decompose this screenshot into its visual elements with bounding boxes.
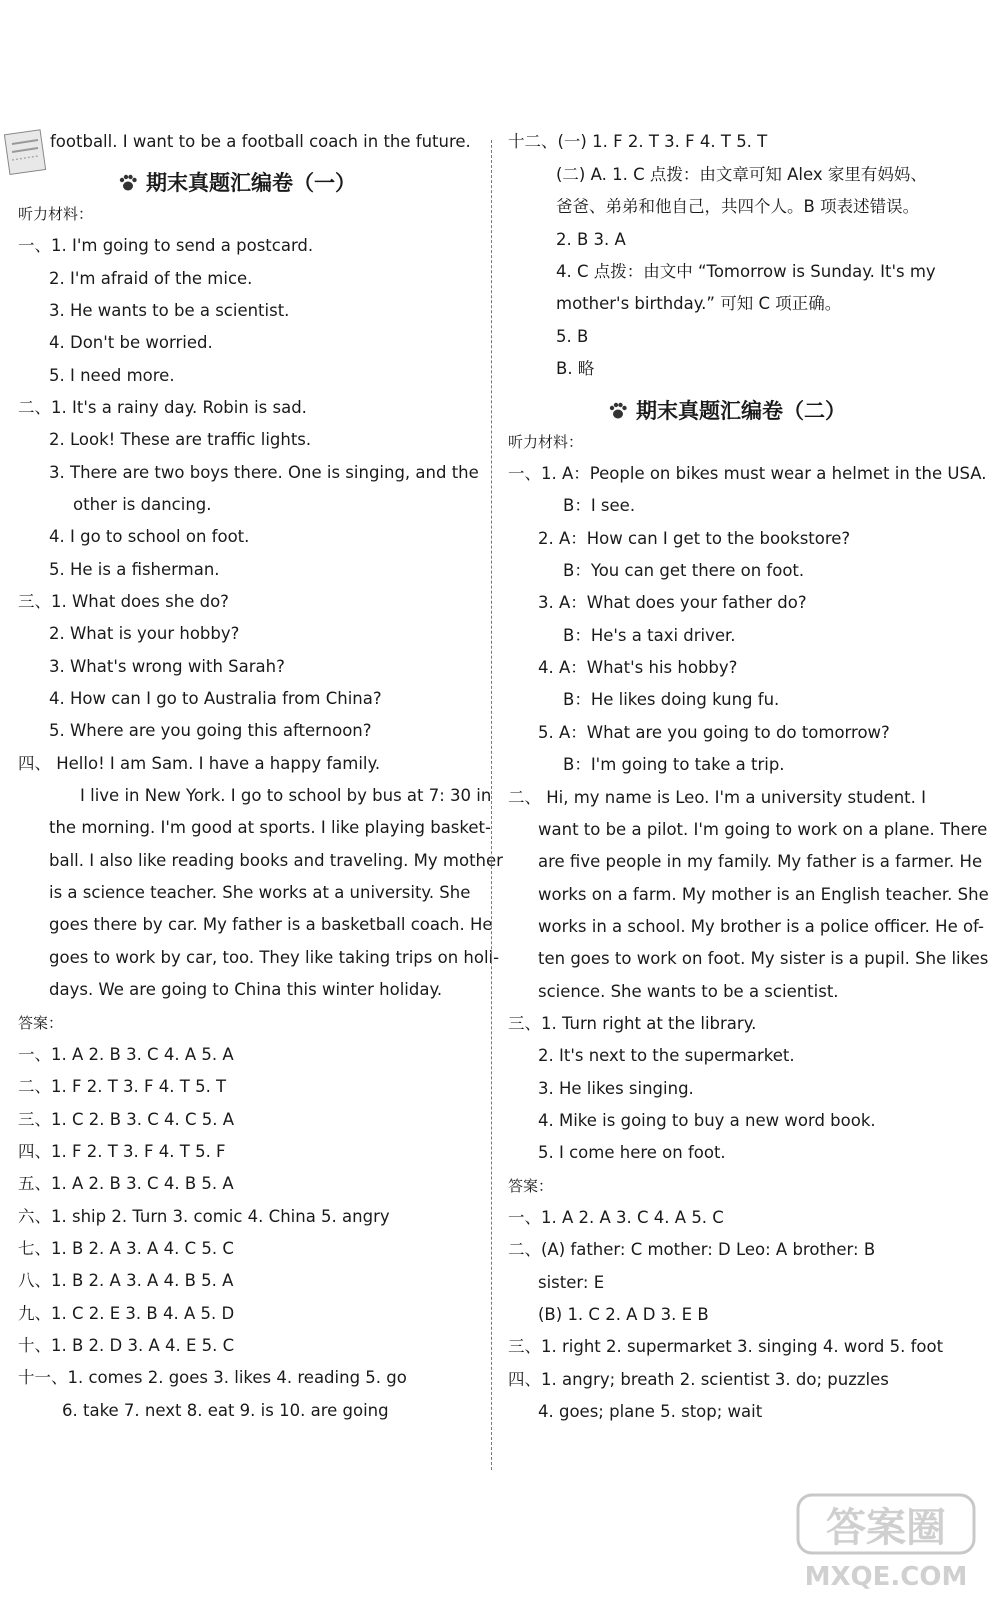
list-item: 3. There are two boys there. One is singing, and the [49, 463, 479, 482]
list-item: 4. I go to school on foot. [49, 527, 250, 546]
list-item: 4. Don't be worried. [49, 333, 213, 352]
list-item: 2. What is your hobby? [49, 624, 240, 643]
list-item: 2. A：How can I get to the bookstore? [538, 529, 851, 548]
listening-label-2: 听力材料： [508, 433, 584, 451]
answer-row: 二、1. F 2. T 3. F 4. T 5. T [18, 1077, 227, 1096]
answer-row: 一、1. A 2. B 3. C 4. A 5. A [18, 1045, 234, 1064]
list-item: goes there by car. My father is a basketball coach. He [49, 915, 493, 934]
list-item: 3. He wants to be a scientist. [49, 301, 290, 320]
list-item: 三、1. What does she do? [18, 592, 229, 611]
watermark-small: MXQE.COM [804, 1562, 968, 1592]
answer-row: 6. take 7. next 8. eat 9. is 10. are going [62, 1401, 389, 1420]
list-item: 2. Look! These are traffic lights. [49, 430, 312, 449]
answer-row: (B) 1. C 2. A D 3. E B [538, 1305, 709, 1324]
list-item: 5. Where are you going this afternoon? [49, 721, 372, 740]
list-item: are five people in my family. My father is a farmer. He [538, 852, 983, 871]
stamp-icon [4, 128, 48, 180]
answer-row: 4. goes; plane 5. stop; wait [538, 1402, 763, 1421]
list-item: 一、1. I'm going to send a postcard. [18, 236, 314, 255]
list-item: 4. C 点拨：由文中 “Tomorrow is Sunday. It's my [556, 262, 936, 281]
list-item: 3. He likes singing. [538, 1079, 694, 1098]
list-item: 5. I need more. [49, 366, 175, 385]
list-item: want to be a pilot. I'm going to work on a plane. There [538, 820, 988, 839]
answer-row: 七、1. B 2. A 3. A 4. C 5. C [18, 1239, 234, 1258]
list-item: 5. He is a fisherman. [49, 560, 220, 579]
answer-row: 一、1. A 2. A 3. C 4. A 5. C [508, 1208, 724, 1227]
list-item: works in a school. My brother is a police officer. He of- [538, 917, 984, 936]
list-item: 4. Mike is going to buy a new word book. [538, 1111, 876, 1130]
list-item: 2. B 3. A [556, 230, 626, 249]
watermark-logo [790, 1485, 980, 1595]
list-item: 2. I'm afraid of the mice. [49, 269, 253, 288]
list-item: B：I see. [563, 496, 636, 515]
list-item: days. We are going to China this winter holiday. [49, 980, 443, 999]
list-item: 爸爸、弟弟和他自己，共四个人。B 项表述错误。 [556, 197, 920, 216]
answer-row: 三、1. right 2. supermarket 3. singing 4. word 5. foot [508, 1337, 944, 1356]
list-item: mother's birthday.” 可知 C 项正确。 [556, 294, 842, 313]
answer-row: 四、1. F 2. T 3. F 4. T 5. F [18, 1142, 226, 1161]
answers-label-1: 答案： [18, 1014, 64, 1032]
intro-line: football. I want to be a football coach in the future. [50, 132, 471, 151]
list-item: science. She wants to be a scientist. [538, 982, 839, 1001]
list-item: (二) A. 1. C 点拨：由文章可知 Alex 家里有妈妈、 [556, 165, 927, 184]
list-item: ball. I also like reading books and traveling. My mother [49, 851, 503, 870]
column-divider [491, 140, 492, 1470]
list-item: 十二、(一) 1. F 2. T 3. F 4. T 5. T [508, 132, 768, 151]
watermark-big: 答案圈 [826, 1505, 946, 1551]
answer-row: 十、1. B 2. D 3. A 4. E 5. C [18, 1336, 235, 1355]
section-title-2 [608, 395, 846, 425]
list-item: 5. A：What are you going to do tomorrow? [538, 723, 890, 742]
answer-row: 六、1. ship 2. Turn 3. comic 4. China 5. angry [18, 1207, 390, 1226]
answer-row: sister: E [538, 1273, 605, 1292]
list-item: I live in New York. I go to school by bus at 7: 30 in [80, 786, 492, 805]
list-item: the morning. I'm good at sports. I like playing basket- [49, 818, 491, 837]
answer-row: 八、1. B 2. A 3. A 4. B 5. A [18, 1271, 234, 1290]
list-item: goes to work by car, too. They like taking trips on holi- [49, 948, 500, 967]
list-item: 4. How can I go to Australia from China? [49, 689, 382, 708]
list-item: B：He's a taxi driver. [563, 626, 736, 645]
list-item: B：You can get there on foot. [563, 561, 805, 580]
section-title-1 [118, 167, 356, 197]
answer-row: 五、1. A 2. B 3. C 4. B 5. A [18, 1174, 234, 1193]
answer-row: 二、(A) father: C mother: D Leo: A brother: B [508, 1240, 876, 1259]
answers-label-2: 答案： [508, 1177, 554, 1195]
list-item: 3. What's wrong with Sarah? [49, 657, 285, 676]
list-item: 5. B [556, 327, 589, 346]
answer-row: 四、1. angry; breath 2. scientist 3. do; puzzles [508, 1370, 889, 1389]
answer-row: 十一、1. comes 2. goes 3. likes 4. reading 5. go [18, 1368, 407, 1387]
list-item: 2. It's next to the supermarket. [538, 1046, 795, 1065]
answer-row: 三、1. C 2. B 3. C 4. C 5. A [18, 1110, 235, 1129]
paw-icon [118, 174, 138, 192]
list-item: 三、1. Turn right at the library. [508, 1014, 757, 1033]
list-item: 四、 Hello! I am Sam. I have a happy family. [18, 754, 381, 773]
list-item: ten goes to work on foot. My sister is a pupil. She likes [538, 949, 989, 968]
list-item: 4. A：What's his hobby? [538, 658, 738, 677]
listening-label-1: 听力材料： [18, 205, 94, 223]
list-item: B：I'm going to take a trip. [563, 755, 785, 774]
list-item: 5. I come here on foot. [538, 1143, 726, 1162]
list-item: 二、 Hi, my name is Leo. I'm a university student. I [508, 788, 926, 807]
list-item: works on a farm. My mother is an English teacher. She [538, 885, 989, 904]
list-item: B. 略 [556, 359, 595, 378]
list-item: 一、1. A：People on bikes must wear a helmet in the USA. [508, 464, 987, 483]
title-text-2: 期末真题汇编卷（二） [636, 399, 846, 423]
list-item: 3. A：What does your father do? [538, 593, 807, 612]
list-item: B：He likes doing kung fu. [563, 690, 780, 709]
list-item: other is dancing. [73, 495, 212, 514]
paw-icon [608, 402, 628, 420]
answer-row: 九、1. C 2. E 3. B 4. A 5. D [18, 1304, 235, 1323]
list-item: 二、1. It's a rainy day. Robin is sad. [18, 398, 307, 417]
list-item: is a science teacher. She works at a university. She [49, 883, 471, 902]
title-text-1: 期末真题汇编卷（一） [146, 171, 356, 195]
